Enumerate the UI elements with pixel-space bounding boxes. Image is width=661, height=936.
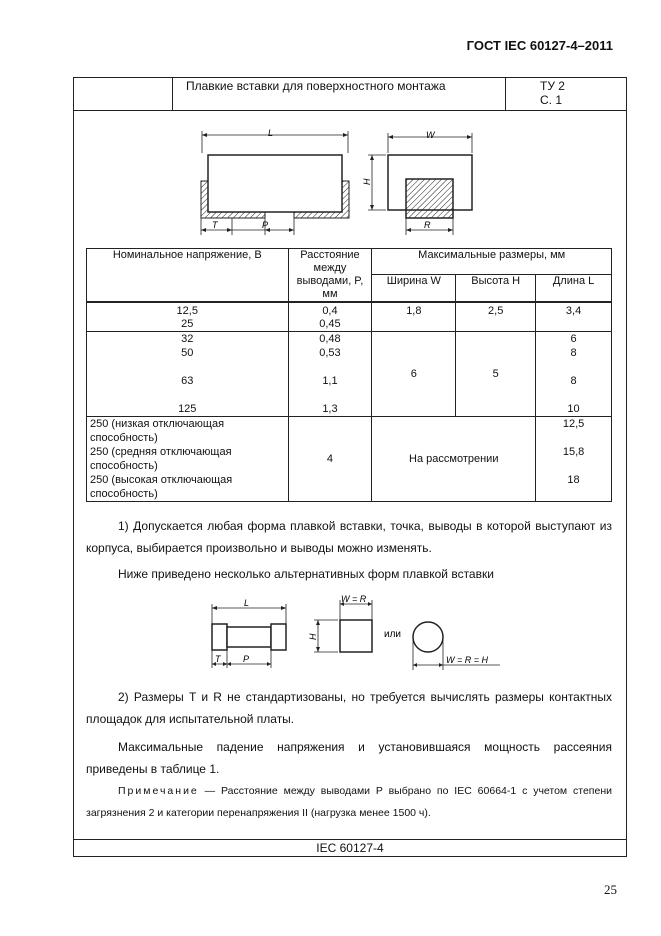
alt-side-view bbox=[212, 598, 286, 668]
label-l: L bbox=[244, 598, 250, 608]
title-block-code-line2: С. 1 bbox=[540, 93, 563, 107]
title-block-code-line1: ТУ 2 bbox=[540, 79, 565, 93]
cell-value: 10 bbox=[567, 403, 580, 415]
col-header-distance-line: выводами, P, bbox=[296, 275, 364, 287]
cell-value: способность) bbox=[90, 460, 158, 472]
note-label: Примечание bbox=[118, 785, 199, 797]
cell-value: 1,3 bbox=[322, 403, 338, 415]
cell-distance-group1 bbox=[288, 302, 372, 332]
cell-value: способность) bbox=[90, 432, 158, 444]
cell-value: 1,1 bbox=[322, 375, 338, 387]
cell-value: 18 bbox=[567, 474, 580, 486]
cell-value: 8 bbox=[570, 375, 577, 387]
paragraph-4: Максимальные падение напряжения и установившаяся мощность рассеяния приведены в таблице 1. bbox=[86, 740, 612, 776]
label-w-r: W = R bbox=[341, 594, 367, 604]
col-header-distance-line: между bbox=[313, 262, 347, 274]
label-w: W bbox=[426, 130, 435, 140]
label-t: T bbox=[215, 654, 221, 664]
col-header-length: Длина L bbox=[536, 275, 612, 302]
label-or: или bbox=[384, 629, 402, 640]
cell-value: 15,8 bbox=[562, 446, 585, 458]
label-p: P bbox=[262, 220, 269, 230]
paragraph-2: Ниже приведено несколько альтернативных форм плавкой вставки bbox=[118, 567, 494, 581]
alt-end-view-square bbox=[308, 594, 372, 652]
cell-width-group2: 6 bbox=[372, 332, 456, 417]
col-header-distance-line: Расстояние bbox=[300, 249, 360, 261]
label-r: R bbox=[424, 220, 431, 230]
cell-value: 250 (высокая отключающая bbox=[90, 474, 233, 486]
document-header: ГОСТ IEC 60127-4–2011 bbox=[466, 38, 613, 53]
cell-value: 0,4 bbox=[322, 305, 338, 317]
cell-value: 25 bbox=[181, 318, 194, 330]
cell-height-group1: 2,5 bbox=[456, 302, 536, 332]
cell-value: 250 (низкая отключающая bbox=[90, 418, 225, 430]
cell-value: 0,45 bbox=[319, 318, 341, 330]
cell-length-group1: 3,4 bbox=[536, 302, 612, 332]
cell-value: 63 bbox=[181, 375, 194, 387]
col-header-width: Ширина W bbox=[372, 275, 456, 302]
footer-code: IEC 60127-4 bbox=[316, 841, 384, 855]
col-header-distance-line: мм bbox=[322, 288, 338, 300]
cell-width-group1: 1,8 bbox=[372, 302, 456, 332]
cell-value: 12,5 bbox=[176, 305, 198, 317]
cell-voltage-group3 bbox=[87, 417, 289, 502]
cell-value: 250 (средняя отключающая bbox=[90, 446, 232, 458]
page-number: 25 bbox=[604, 882, 617, 897]
col-header-distance bbox=[288, 249, 372, 303]
label-h: H bbox=[362, 178, 372, 185]
cell-distance-group3: 4 bbox=[288, 417, 372, 502]
side-view bbox=[201, 128, 349, 235]
title-block-title: Плавкие вставки для поверхностного монтажа bbox=[186, 79, 446, 93]
title-block-code bbox=[540, 79, 565, 107]
label-w-r-h: W = R = H bbox=[446, 655, 489, 665]
cell-value: 12,5 bbox=[562, 418, 585, 430]
label-l: L bbox=[268, 128, 274, 138]
cell-value: 0,48 bbox=[319, 333, 341, 345]
fuse-drawing-alternatives bbox=[200, 590, 520, 672]
col-header-max: Максимальные размеры, мм bbox=[372, 249, 612, 275]
fuse-drawing-main bbox=[190, 125, 490, 237]
cell-value: 125 bbox=[178, 403, 197, 415]
paragraph-3: 2) Размеры T и R не стандартизованы, но требуется вычислять размеры контактных площадок для испытательной платы. bbox=[86, 690, 612, 726]
cell-distance-group2 bbox=[288, 332, 372, 417]
title-block-divider bbox=[505, 77, 506, 111]
cell-length-group2 bbox=[536, 332, 612, 417]
cell-value: 0,53 bbox=[319, 347, 341, 359]
col-header-voltage: Номинальное напряжение, В bbox=[87, 249, 289, 303]
cell-value: 6 bbox=[570, 333, 577, 345]
cell-dims-group3: На рассмотрении bbox=[372, 417, 536, 502]
paragraph-1: 1) Допускается любая форма плавкой вставки, точка, выводы в которой выступают из корпуса, выбирается произвольно и выводы можно изменять. bbox=[86, 519, 612, 555]
alt-end-view-round bbox=[413, 622, 500, 670]
cell-voltage-group2 bbox=[87, 332, 289, 417]
cell-value: способность) bbox=[90, 488, 158, 500]
label-h: H bbox=[308, 633, 318, 640]
cell-value: 32 bbox=[181, 333, 194, 345]
cell-height-group2: 5 bbox=[456, 332, 536, 417]
note-text: — Расстояние между выводами P выбрано по IEC 60664-1 с учетом степени загрязнения 2 и категории перенапряжения II (нагрузка менее 1500 ч). bbox=[86, 785, 612, 819]
cell-value: 50 bbox=[181, 347, 194, 359]
cell-voltage-group1 bbox=[87, 302, 289, 332]
label-p: P bbox=[243, 654, 250, 664]
cell-length-group3 bbox=[536, 417, 612, 502]
end-view bbox=[362, 130, 472, 235]
col-header-height: Высота H bbox=[456, 275, 536, 302]
title-block-divider bbox=[172, 77, 173, 111]
cell-value: 8 bbox=[570, 347, 577, 359]
dimensions-table bbox=[86, 248, 612, 502]
label-t: T bbox=[212, 220, 218, 230]
note bbox=[86, 780, 612, 824]
